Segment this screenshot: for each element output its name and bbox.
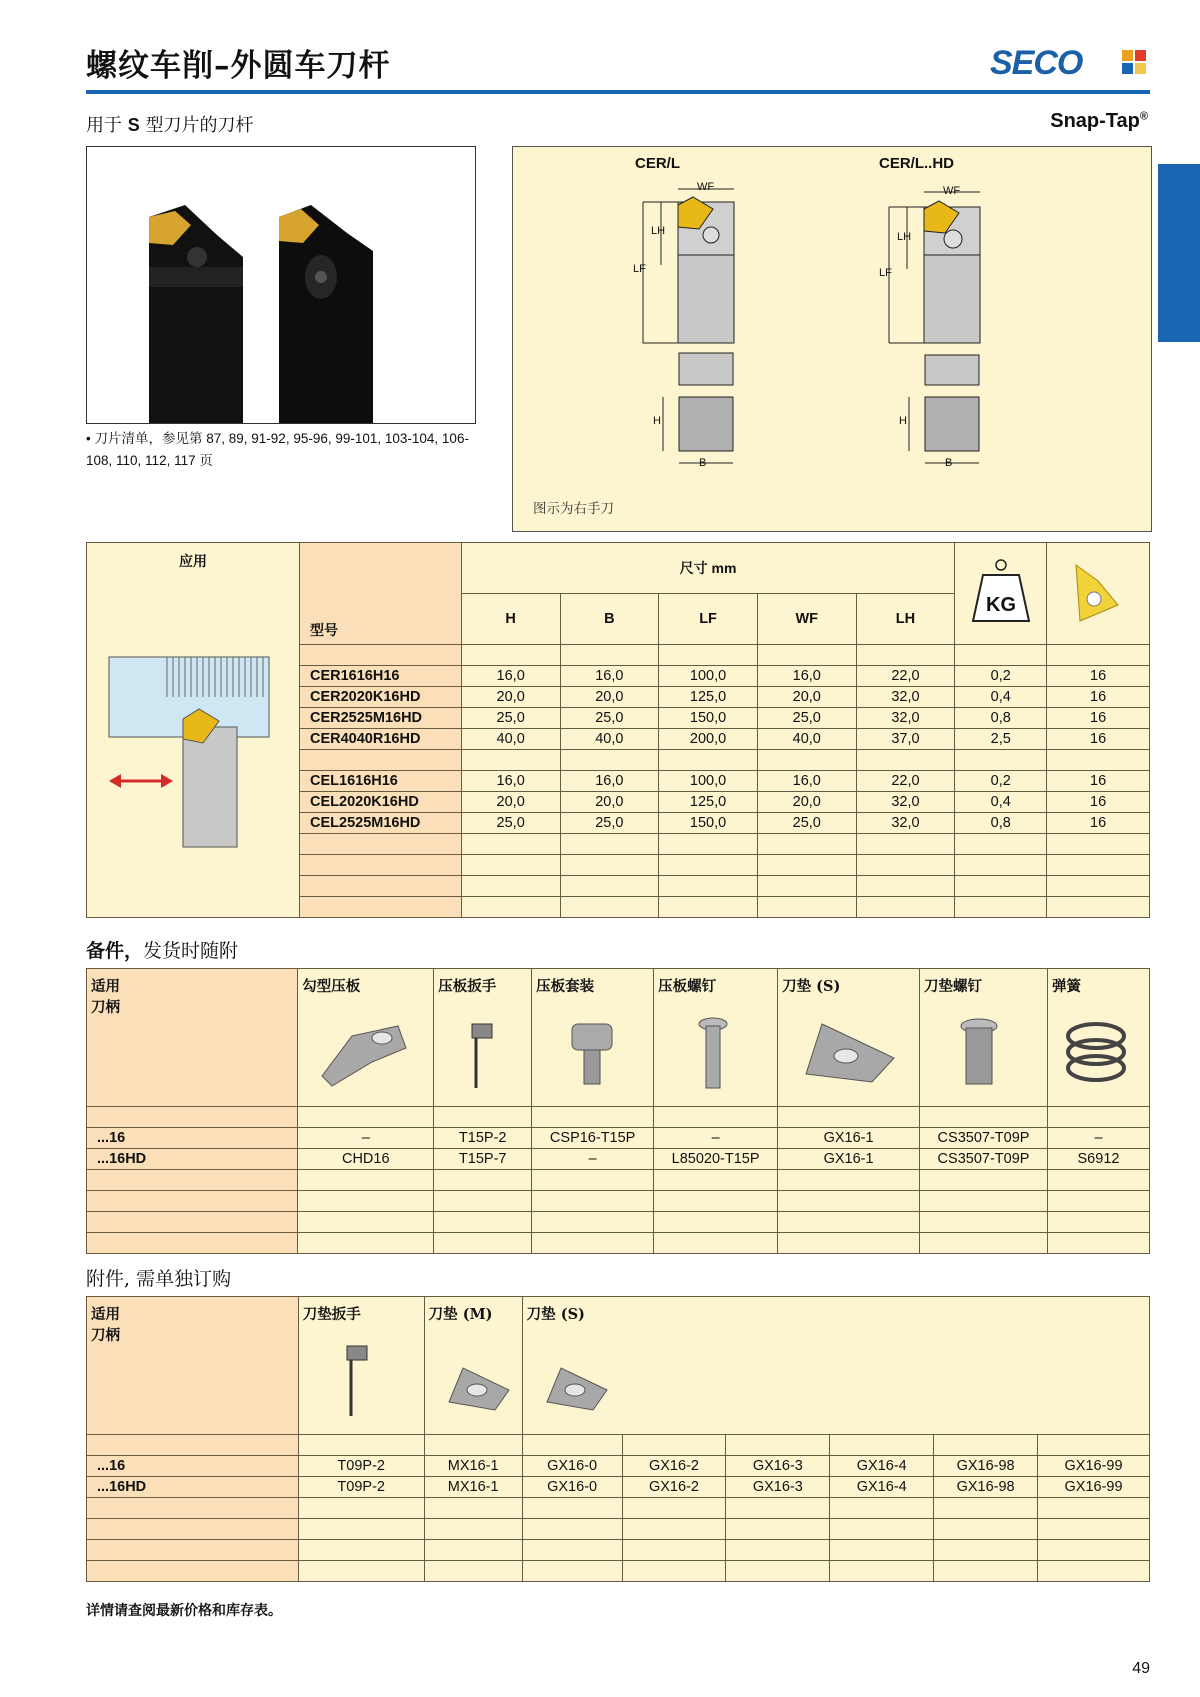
main-table <box>86 542 1150 918</box>
shim-m-icon <box>429 1324 519 1424</box>
dim-wf-right: WF <box>943 185 961 197</box>
diagram-label-cer-hd: CER/L..HD <box>879 155 954 172</box>
weight-icon-cell <box>955 543 1047 645</box>
table-row: ...16HD T09P-2 MX16-1 GX16-0 GX16-2 GX16-3 GX16-4 GX16-98 GX16-99 <box>87 1477 1150 1498</box>
page-number: 49 <box>1132 1660 1150 1677</box>
screw-icon <box>658 996 768 1096</box>
table-row: ...16 T09P-2 MX16-1 GX16-0 GX16-2 GX16-3 GX16-4 GX16-98 GX16-99 <box>87 1456 1150 1477</box>
application-cell: 应用 <box>87 543 300 918</box>
model-header: 型号 <box>300 543 462 645</box>
application-illustration <box>87 571 299 871</box>
dim-lf-right: LF <box>879 267 892 279</box>
holder-drawings <box>513 147 1151 487</box>
footer-note: 详情请查阅最新价格和库存表。 <box>86 1603 282 1619</box>
col-b: B <box>560 594 659 645</box>
seco-logo: SECO <box>990 44 1083 82</box>
spares-col-clamp: 勾型压板 <box>298 969 434 1107</box>
section-tab <box>1158 164 1200 342</box>
dimension-header: 尺寸 mm <box>461 543 954 594</box>
col-h: H <box>461 594 560 645</box>
spares-col-clamp-screw: 压板螺钉 <box>654 969 778 1107</box>
clamp-icon <box>302 996 422 1096</box>
dim-h-right: H <box>899 415 907 427</box>
dim-lh-right: LH <box>897 231 912 243</box>
table-row: CER2020K16HD 20,0 20,0 125,0 20,0 32,0 0,4 16 <box>87 687 1150 708</box>
table-row: CEL2525M16HD 25,0 25,0 150,0 25,0 32,0 0,8 16 <box>87 813 1150 834</box>
col-lh: LH <box>856 594 955 645</box>
header-rule <box>86 90 1150 94</box>
acc-header-holder: 适用 刀柄 <box>87 1297 299 1435</box>
accessories-table <box>86 1296 1150 1582</box>
acc-col-shim-s: 刀垫 (S) <box>522 1297 1149 1435</box>
insert-icon-cell <box>1047 543 1150 645</box>
spring-icon <box>1052 996 1142 1096</box>
dim-h-left: H <box>653 415 661 427</box>
spares-col-shim-screw: 刀垫螺钉 <box>920 969 1048 1107</box>
accessories-title: 附件, 需单独订购 <box>86 1268 232 1290</box>
table-row: CEL2020K16HD 20,0 20,0 125,0 20,0 32,0 0,4 16 <box>87 792 1150 813</box>
acc-col-shim-m: 刀垫 (M) <box>424 1297 522 1435</box>
dim-wf-left: WF <box>697 181 715 193</box>
insert-size-icon <box>1068 557 1128 627</box>
subtitle: 用于 S 型刀片的刀杆 <box>86 115 254 136</box>
shim-icon <box>782 996 912 1096</box>
logo-squares-icon <box>1122 50 1146 74</box>
table-row: ...16 – T15P-2 CSP16-T15P – GX16-1 CS3507-T09P – <box>87 1128 1150 1149</box>
table-row: CEL1616H16 16,0 16,0 100,0 16,0 22,0 0,2 16 <box>87 771 1150 792</box>
table-row: CER4040R16HD 40,0 40,0 200,0 40,0 37,0 2,5 16 <box>87 729 1150 750</box>
dim-lf-left: LF <box>633 263 646 275</box>
wrench-icon <box>438 996 518 1096</box>
spares-col-clamp-key: 压板扳手 <box>434 969 532 1107</box>
product-photo <box>86 146 476 424</box>
col-lf: LF <box>659 594 758 645</box>
spares-table <box>86 968 1150 1254</box>
dim-b-left: B <box>699 457 707 469</box>
table-row: CER2525M16HD 25,0 25,0 150,0 25,0 32,0 0,8 16 <box>87 708 1150 729</box>
shim-wrench-icon <box>303 1324 413 1424</box>
page-title: 螺纹车削–外圆车刀杆 <box>86 48 391 84</box>
spares-col-shim: 刀垫 (S) <box>778 969 920 1107</box>
col-wf: WF <box>757 594 856 645</box>
brand-snap-tap: Snap-Tap® <box>1050 110 1148 132</box>
dimension-diagram <box>512 146 1152 532</box>
weight-kg-icon <box>969 557 1033 627</box>
spares-col-spring: 弹簧 <box>1047 969 1149 1107</box>
clamp-set-icon <box>536 996 646 1096</box>
table-row: CER1616H16 16,0 16,0 100,0 16,0 22,0 0,2 16 <box>87 666 1150 687</box>
dim-b-right: B <box>945 457 953 469</box>
acc-col-shim-key: 刀垫扳手 <box>298 1297 424 1435</box>
spares-col-clamp-set: 压板套装 <box>532 969 654 1107</box>
svg-text:KG: KG <box>985 593 1016 616</box>
insert-list-note: • 刀片清单，参见第 87, 89, 91-92, 95-96, 99-101, 103-104, 106-108, 110, 112, 117 页 <box>86 431 469 468</box>
shim-screw-icon <box>924 996 1034 1096</box>
table-row: ...16HD CHD16 T15P-7 – L85020-T15P GX16-1 CS3507-T09P S6912 <box>87 1149 1150 1170</box>
diagram-caption: 图示为右手刀 <box>533 501 614 516</box>
shim-s-icon <box>527 1324 617 1424</box>
spares-title: 备件，发货时随附 <box>86 940 239 962</box>
diagram-label-cer: CER/L <box>635 155 680 172</box>
dim-lh-left: LH <box>651 225 666 237</box>
spares-header-holder: 适用 刀柄 <box>87 969 298 1107</box>
